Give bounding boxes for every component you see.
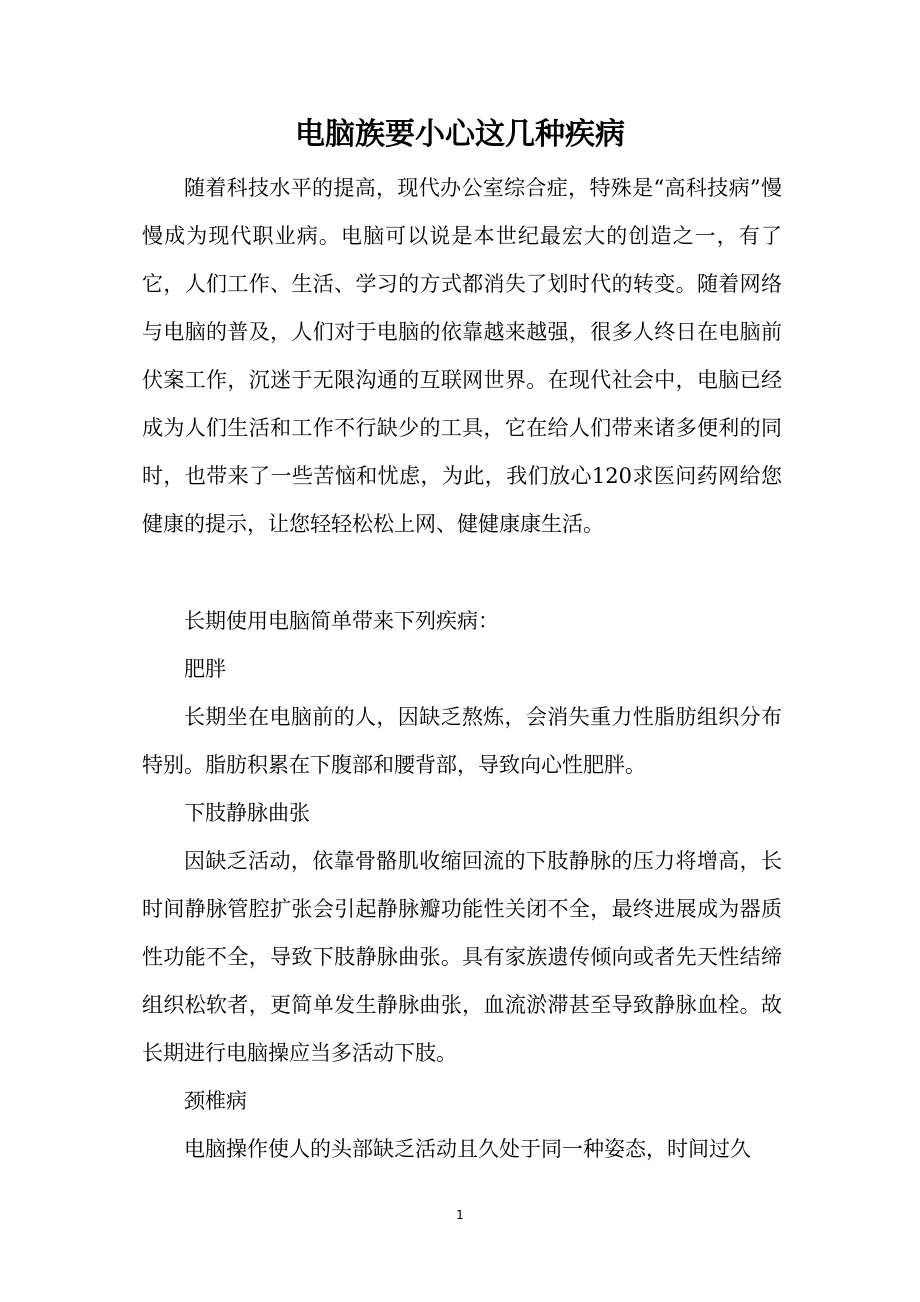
section-heading-varicose-veins: 下肢静脉曲张 — [184, 801, 310, 825]
document-title: 电脑族要小心这几种疾病 — [295, 117, 625, 152]
disease-list-heading: 长期使用电脑简单带来下列疾病： — [184, 609, 499, 633]
section-heading-cervical-spondylosis: 颈椎病 — [184, 1089, 247, 1113]
section-text-cervical-spondylosis: 电脑操作使人的头部缺乏活动且久处于同一种姿态，时间过久 — [184, 1137, 751, 1161]
section-text-obesity: 长期坐在电脑前的人，因缺乏熬炼，会消失重力性脂肪组织分布特别。脂肪积累在下腹部和腰背部，导致向心性肥胖。 — [142, 705, 782, 777]
intro-paragraph: 随着科技水平的提高，现代办公室综合症，特殊是“高科技病”慢慢成为现代职业病。电脑可以说是本世纪最宏大的创造之一，有了它，人们工作、生活、学习的方式都消失了划时代的转变。随着网络与电脑的普及，人们对于电脑的依靠越来越强，很多人终日在电脑前伏案工作，沉迷于无限沟通的互联网世界。在现代社会中，电脑已经成为人们生活和工作不行缺少的工具，它在给人们带来诸多便利的同时，也带来了一些苦恼和忧虑，为此，我们放心120求医问药网给您健康的提示，让您轻轻松松上网、健健康康生活。 — [142, 176, 782, 536]
section-heading-obesity: 肥胖 — [184, 657, 226, 681]
section-text-varicose-veins: 因缺乏活动，依靠骨骼肌收缩回流的下肢静脉的压力将增高，长时间静脉管腔扩张会引起静脉瓣功能性关闭不全，最终进展成为器质性功能不全，导致下肢静脉曲张。具有家族遗传倾向或者先天性结缔组织松软者，更简单发生静脉曲张，血流淤滞甚至导致静脉血栓。故长期进行电脑操应当多活动下肢。 — [142, 849, 782, 1065]
page-number: 1 — [456, 1208, 464, 1222]
